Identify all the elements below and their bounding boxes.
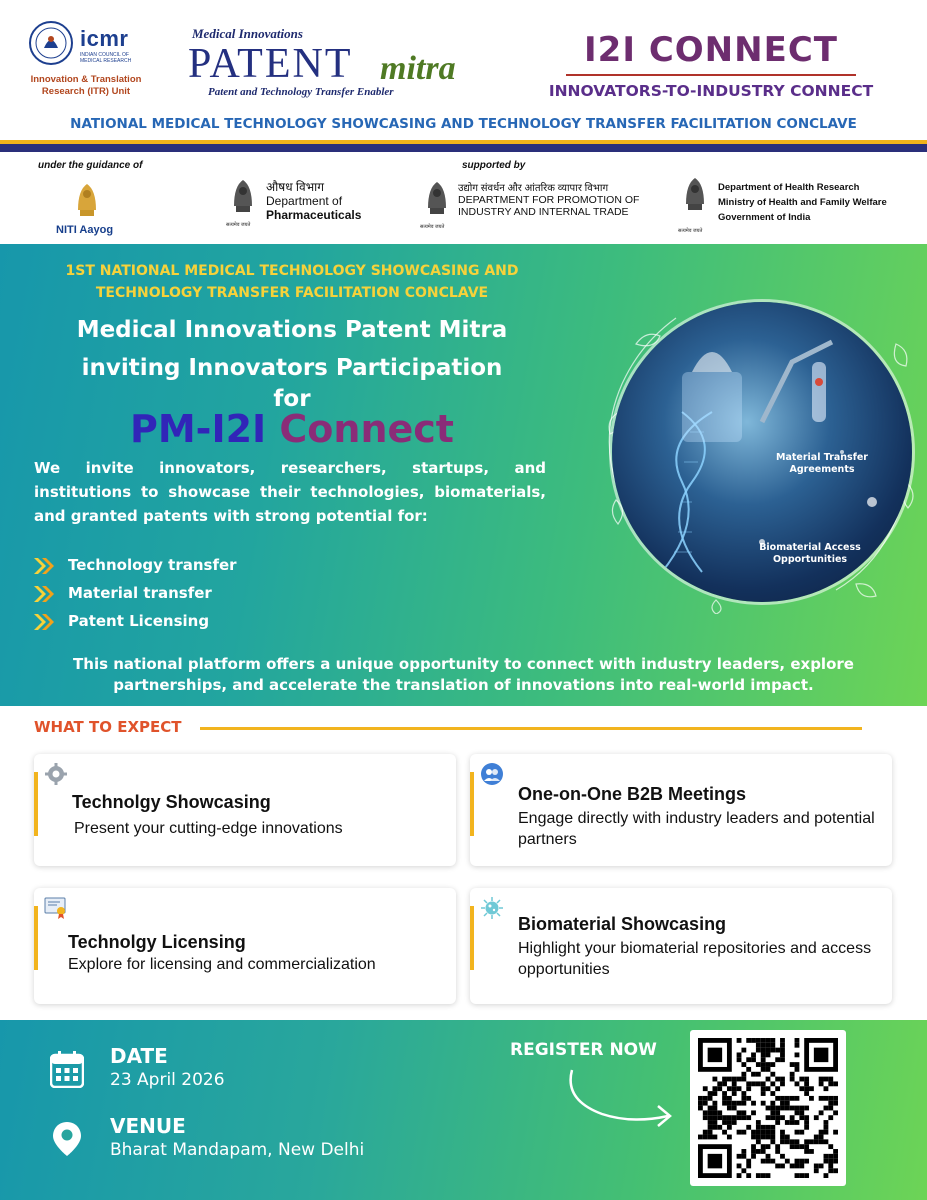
patent-mitra-logo xyxy=(186,26,506,106)
pm-logo-mitra: mitra xyxy=(380,50,456,87)
orb-label-material-transfer: Material Transfer Agreements xyxy=(776,452,868,475)
dpiit-hindi: उद्योग संवर्धन और आंतरिक व्यापार विभाग xyxy=(458,183,609,194)
card-accent-bar xyxy=(470,772,474,836)
location-pin-icon xyxy=(50,1120,84,1158)
guidance-label: under the guidance of xyxy=(38,160,143,171)
i2i-logo xyxy=(520,30,902,110)
date-label: DATE xyxy=(110,1044,168,1068)
hero-headline xyxy=(0,310,584,412)
double-chevron-icon xyxy=(34,614,56,630)
connect-part: Connect xyxy=(279,407,454,451)
orb-label-biomaterial: Biomaterial Access Opportunities xyxy=(759,542,861,565)
pm-i2i-part: PM-I2I xyxy=(130,407,267,451)
pm-logo-top: Medical Innovations xyxy=(192,26,303,41)
hero-kicker-line2: TECHNOLOGY TRANSFER FACILITATION CONCLAVE xyxy=(95,285,489,301)
gear-icon xyxy=(44,762,68,786)
dhr-block xyxy=(718,180,918,225)
register-now-label[interactable]: REGISTER NOW xyxy=(510,1040,657,1060)
microbe-icon xyxy=(480,896,504,920)
icmr-seal-icon xyxy=(28,20,74,66)
pm-logo-tagline: Patent and Technology Transfer Enabler xyxy=(208,86,394,98)
dpiit-motto: सत्यमेव जयते xyxy=(420,224,445,230)
card-accent-bar xyxy=(34,772,38,836)
icmr-wordmark: icmr xyxy=(80,26,129,51)
bullet-list xyxy=(34,554,434,638)
i2i-subtitle: INNOVATORS-TO-INDUSTRY CONNECT xyxy=(548,82,874,100)
dhr-line2: Ministry of Health and Family Welfare xyxy=(718,197,887,208)
pharma-hindi: औषध विभाग xyxy=(266,180,325,194)
card-desc: Highlight your biomaterial repositories and access opportunities xyxy=(518,940,872,978)
icmr-subtitle: INDIAN COUNCIL OF MEDICAL RESEARCH xyxy=(80,52,132,64)
registration-qr-code[interactable] xyxy=(690,1030,846,1186)
bullet-text: Patent Licensing xyxy=(68,612,210,630)
card-tech-showcasing xyxy=(34,754,456,866)
pharma-line2: Pharmaceuticals xyxy=(266,208,362,222)
supported-label: supported by xyxy=(462,160,526,171)
card-accent-bar xyxy=(34,906,38,970)
bullet-text: Technology transfer xyxy=(68,556,237,574)
pharma-motto: सत्यमेव जयते xyxy=(226,222,251,228)
certificate-icon xyxy=(44,896,68,920)
card-b2b-meetings xyxy=(470,754,892,866)
hero-headline-line3: for xyxy=(273,386,311,412)
dhr-line1: Department of Health Research xyxy=(718,182,860,193)
icmr-logo xyxy=(22,18,150,108)
hero-headline-line2: inviting Innovators Participation xyxy=(81,355,503,381)
card-desc: Present your cutting-edge innovations xyxy=(74,820,343,837)
i2i-title: I2I CONNECT xyxy=(584,30,838,70)
card-accent-bar xyxy=(470,906,474,970)
bullet-text: Material transfer xyxy=(68,584,212,602)
card-desc: Engage directly with industry leaders and potential partners xyxy=(518,810,875,848)
double-chevron-icon xyxy=(34,558,56,574)
pharma-emblem-icon xyxy=(228,174,258,220)
dpiit-emblem-icon xyxy=(422,176,452,222)
dhr-line3: Government of India xyxy=(718,212,811,223)
hero-section xyxy=(0,244,927,706)
footer-section xyxy=(0,1020,927,1200)
pm-i2i-connect-title xyxy=(0,406,584,452)
calendar-icon xyxy=(50,1050,84,1088)
card-title: Biomaterial Showcasing xyxy=(518,914,727,934)
dpiit-english: DEPARTMENT FOR PROMOTION OF INDUSTRY AND INTERNAL TRADE xyxy=(458,194,640,218)
hero-headline-line1: Medical Innovations Patent Mitra xyxy=(76,317,508,343)
hero-kicker-line1: 1ST NATIONAL MEDICAL TECHNOLOGY SHOWCASING AND xyxy=(65,263,519,279)
dhr-motto: सत्यमेव जयते xyxy=(678,228,703,234)
dhr-emblem-icon xyxy=(680,172,710,218)
niti-emblem-icon xyxy=(72,176,102,222)
lab-orb xyxy=(612,302,912,602)
itr-unit-label: Innovation & Translation Research (ITR) Unit xyxy=(30,74,142,97)
niti-aayog-label: NITI Aayog xyxy=(56,224,114,236)
hero-intro: We invite innovators, researchers, startups, and institutions to showcase their technologies, biomaterials, and granted patents with strong potential for: xyxy=(34,459,546,525)
hero-kicker xyxy=(0,260,584,304)
list-item xyxy=(34,554,434,582)
card-title: Technolgy Showcasing xyxy=(72,792,271,812)
card-tech-licensing xyxy=(34,888,456,1004)
support-strip xyxy=(0,152,927,244)
date-value: 23 April 2026 xyxy=(110,1070,225,1090)
hero-outro: This national platform offers a unique opportunity to connect with industry leaders, explore partnerships, and accelerate the translation of innovations into real-world impact. xyxy=(73,655,854,694)
curved-arrow-icon xyxy=(562,1064,682,1134)
qr-code-icon xyxy=(698,1038,838,1178)
meeting-icon xyxy=(480,762,504,786)
card-biomaterial-showcasing xyxy=(470,888,892,1004)
card-title: One-on-One B2B Meetings xyxy=(518,784,747,804)
venue-label: VENUE xyxy=(110,1114,186,1138)
expect-rule xyxy=(200,727,862,730)
divider-navy xyxy=(0,144,927,152)
national-title: NATIONAL MEDICAL TECHNOLOGY SHOWCASING AND TECHNOLOGY TRANSFER FACILITATION CONCLAVE xyxy=(70,116,857,132)
double-chevron-icon xyxy=(34,586,56,602)
i2i-underline xyxy=(566,74,856,76)
expect-heading: WHAT TO EXPECT xyxy=(34,718,182,736)
card-desc: Explore for licensing and commercialization xyxy=(68,956,376,973)
card-title: Technolgy Licensing xyxy=(68,932,246,952)
list-item xyxy=(34,582,434,610)
lab-illustration xyxy=(596,284,922,614)
venue-value: Bharat Mandapam, New Delhi xyxy=(110,1140,365,1160)
pm-logo-patent: PATENT xyxy=(188,41,353,87)
header xyxy=(0,0,927,140)
list-item xyxy=(34,610,434,638)
pharma-line1: Department of xyxy=(266,194,343,208)
